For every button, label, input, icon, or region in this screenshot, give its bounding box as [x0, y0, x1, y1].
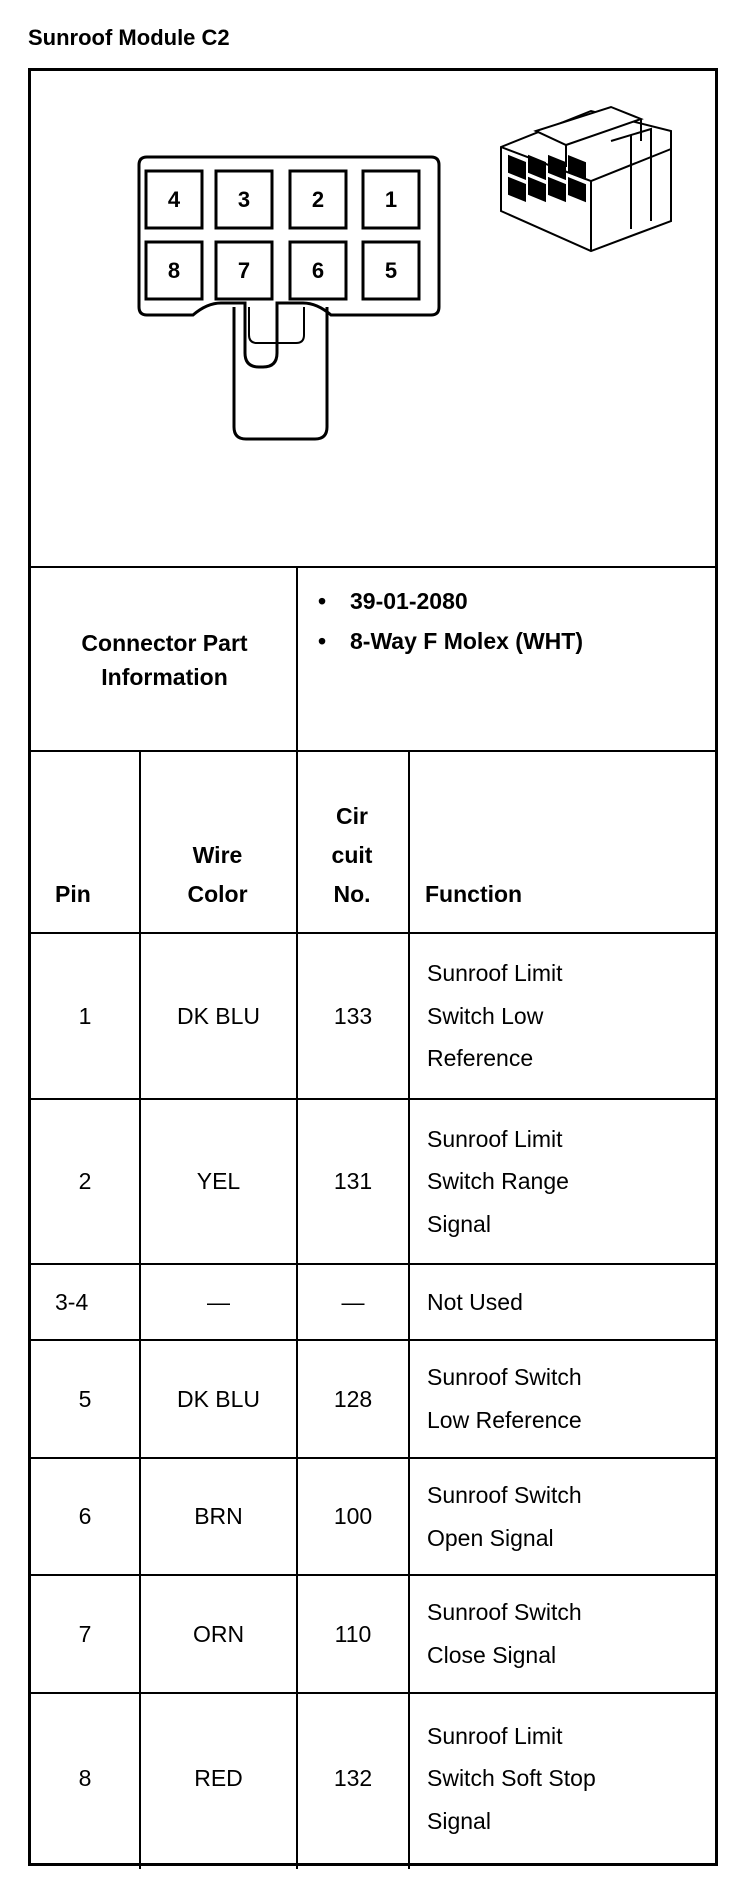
cell-wire-color: — — [207, 1288, 230, 1315]
page-title: Sunroof Module C2 — [28, 25, 230, 50]
cell-circuit: 110 — [334, 1620, 372, 1647]
cell-circuit: 131 — [333, 1168, 373, 1194]
cell-wire-color: BRN — [194, 1503, 243, 1529]
connector-latch-outline — [234, 307, 327, 439]
part-description: • 8-Way F Molex (WHT) — [318, 626, 583, 666]
cell-wire-color: DK BLU — [176, 1385, 261, 1412]
pin-number: 5 — [384, 258, 398, 283]
cell-function: Sunroof Limit Switch Soft Stop Signal — [427, 1722, 596, 1834]
connector-part-info-label: Connector Part Information — [81, 629, 248, 690]
cell-circuit: 133 — [333, 1002, 373, 1029]
cell-pin: 2 — [78, 1168, 92, 1194]
connector-isometric-illustration — [501, 107, 671, 251]
pin-number: 6 — [311, 258, 325, 283]
cell-function: Sunroof Limit Switch Low Reference — [427, 960, 563, 1072]
cell-pin: 5 — [78, 1385, 92, 1412]
pin-number: 1 — [384, 187, 398, 212]
pin-number: 4 — [167, 187, 181, 212]
header-circuit-no: Cir cuit No. — [331, 803, 373, 908]
cell-pin: 7 — [78, 1620, 92, 1647]
cell-pin: 6 — [78, 1503, 92, 1529]
cell-circuit: — — [341, 1288, 365, 1315]
connector-diagram-area — [31, 71, 715, 568]
cell-function: Not Used — [427, 1288, 523, 1315]
cell-circuit: 132 — [333, 1765, 373, 1791]
header-pin: Pin — [55, 881, 91, 907]
pin-number: 7 — [237, 258, 251, 283]
pin-number: 3 — [237, 187, 251, 212]
cell-function: Sunroof Switch Low Reference — [427, 1364, 582, 1433]
cell-function: Sunroof Switch Close Signal — [427, 1599, 582, 1668]
pin-cavities — [146, 171, 419, 299]
cell-wire-color: YEL — [196, 1168, 241, 1194]
cell-function: Sunroof Switch Open Signal — [427, 1481, 582, 1551]
cell-pin: 1 — [78, 1002, 92, 1029]
connector-face-diagram — [31, 71, 721, 568]
connector-table — [28, 68, 718, 1866]
cell-function: Sunroof Limit Switch Range Signal — [427, 1125, 569, 1237]
cell-wire-color: DK BLU — [176, 1002, 261, 1029]
header-function: Function — [425, 881, 523, 907]
pin-number: 8 — [167, 258, 181, 283]
header-wire-color: Wire Color — [187, 842, 248, 908]
pin-number: 2 — [311, 187, 325, 212]
part-number: • 39-01-2080 — [318, 586, 583, 626]
cell-circuit: 100 — [333, 1503, 373, 1529]
cell-pin: 3-4 — [55, 1288, 89, 1315]
cell-circuit: 128 — [333, 1385, 373, 1412]
cell-wire-color: ORN — [192, 1620, 245, 1647]
cell-wire-color: RED — [194, 1765, 243, 1791]
connector-part-info-list — [318, 586, 583, 666]
cell-pin: 8 — [78, 1765, 92, 1791]
